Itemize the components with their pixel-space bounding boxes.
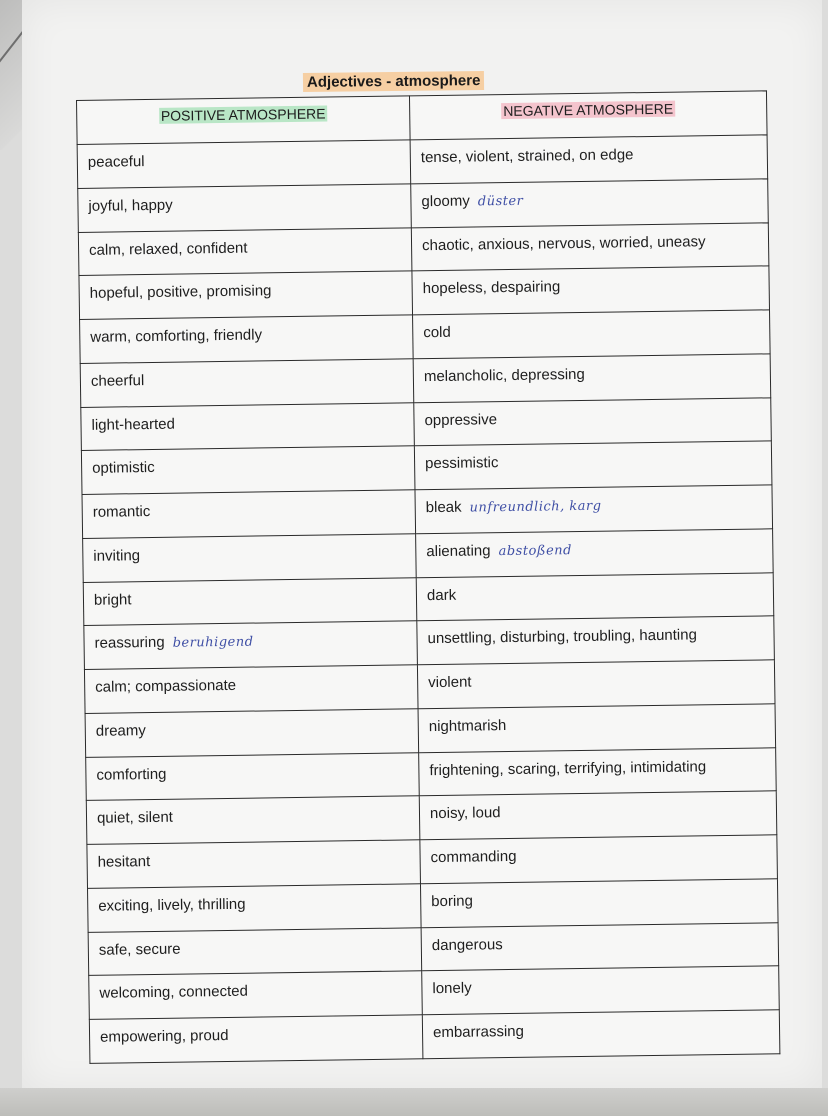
negative-cell (413, 354, 771, 403)
positive-adjectives: hopeful, positive, promising (89, 282, 272, 303)
negative-cell (416, 572, 774, 621)
handwritten-translation: düster (477, 193, 524, 210)
positive-adjectives: empowering, proud (99, 1026, 229, 1046)
positive-cell (89, 971, 423, 1019)
negative-cell (414, 397, 772, 446)
table-row (89, 1010, 780, 1063)
negative-cell (413, 310, 771, 359)
positive-cell (79, 271, 413, 319)
negative-adjectives: dangerous (431, 935, 503, 954)
positive-cell (80, 359, 414, 407)
negative-cell (417, 660, 775, 709)
negative-adjectives: commanding (430, 847, 517, 867)
negative-adjectives: tense, violent, strained, on edge (420, 146, 634, 167)
negative-cell (410, 135, 768, 184)
negative-header-label: NEGATIVE ATMOSPHERE (503, 100, 674, 120)
positive-cell (86, 752, 420, 800)
negative-adjectives: embarrassing (432, 1022, 525, 1042)
negative-adjectives: lonely (432, 979, 472, 998)
negative-adjectives: alienating (426, 542, 491, 560)
negative-adjectives: violent (428, 673, 472, 692)
positive-cell (81, 402, 415, 450)
positive-cell (86, 796, 420, 844)
negative-cell (422, 966, 780, 1015)
positive-cell (83, 534, 417, 582)
negative-cell (419, 747, 777, 796)
table-body (77, 135, 780, 1063)
positive-cell (84, 621, 418, 669)
negative-cell (416, 529, 774, 578)
negative-adjectives: frightening, scaring, terrifying, intimidating (429, 757, 707, 779)
negative-adjectives: bleak (425, 498, 462, 517)
negative-adjectives: gloomy (421, 192, 470, 210)
positive-adjectives: bright (93, 590, 132, 609)
positive-adjectives: calm; compassionate (95, 676, 237, 696)
negative-cell (412, 266, 770, 315)
negative-adjectives: chaotic, anxious, nervous, worried, uneasy (421, 232, 706, 254)
negative-cell (422, 1010, 780, 1059)
negative-adjectives: noisy, loud (429, 804, 501, 823)
positive-adjectives: cheerful (90, 371, 145, 390)
negative-cell (415, 485, 773, 534)
positive-column-header (77, 96, 411, 145)
negative-cell (418, 704, 776, 753)
positive-cell (78, 227, 412, 275)
adjectives-table-wrapper (76, 90, 779, 1063)
background-surface (0, 1088, 828, 1116)
positive-adjectives: inviting (93, 546, 141, 565)
positive-cell (81, 446, 415, 494)
negative-cell (421, 922, 779, 971)
negative-adjectives: nightmarish (428, 716, 507, 735)
positive-adjectives: light-hearted (91, 415, 176, 434)
negative-cell (420, 879, 778, 928)
negative-adjectives: dark (426, 586, 457, 604)
positive-cell (80, 315, 414, 363)
negative-adjectives: boring (431, 892, 474, 910)
positive-adjectives: calm, relaxed, confident (88, 239, 248, 259)
positive-cell (84, 665, 418, 713)
positive-adjectives: exciting, lively, thrilling (98, 895, 246, 915)
positive-adjectives: warm, comforting, friendly (90, 326, 263, 346)
worksheet-title: Adjectives - atmosphere (303, 71, 485, 92)
positive-adjectives: hesitant (97, 853, 151, 871)
negative-cell (417, 616, 775, 665)
negative-cell (411, 222, 769, 271)
handwritten-translation: beruhigend (172, 634, 254, 651)
negative-adjectives: pessimistic (424, 454, 499, 473)
positive-adjectives: romantic (92, 503, 151, 521)
negative-cell (414, 441, 772, 490)
negative-cell (411, 179, 769, 228)
negative-column-header (409, 91, 767, 140)
positive-cell (88, 884, 422, 932)
negative-cell (419, 791, 777, 840)
handwritten-translation: abstoßend (498, 542, 573, 559)
positive-cell (89, 1015, 423, 1063)
positive-adjectives: joyful, happy (88, 196, 173, 215)
positive-cell (78, 184, 412, 232)
positive-adjectives: comforting (96, 765, 167, 784)
positive-adjectives: quiet, silent (96, 808, 174, 828)
handwritten-translation: unfreundlich, karg (469, 498, 602, 516)
positive-cell (77, 140, 411, 188)
positive-adjectives: welcoming, connected (99, 982, 249, 1003)
positive-adjectives: peaceful (87, 153, 145, 171)
negative-adjectives: unsettling, disturbing, troubling, haunting (427, 626, 698, 648)
positive-adjectives: safe, secure (98, 940, 181, 959)
negative-cell (420, 835, 778, 884)
positive-header-label: POSITIVE ATMOSPHERE (160, 105, 326, 124)
positive-cell (88, 927, 422, 975)
positive-adjectives: dreamy (95, 721, 146, 740)
negative-adjectives: oppressive (424, 410, 498, 429)
negative-adjectives: hopeless, despairing (422, 278, 561, 298)
positive-cell (85, 709, 419, 757)
negative-adjectives: melancholic, depressing (423, 365, 585, 385)
positive-cell (87, 840, 421, 888)
positive-cell (83, 577, 417, 625)
positive-adjectives: optimistic (92, 459, 155, 478)
positive-adjectives: reassuring (94, 634, 165, 653)
positive-cell (82, 490, 416, 538)
adjectives-table (76, 90, 780, 1063)
negative-adjectives: cold (423, 323, 451, 342)
